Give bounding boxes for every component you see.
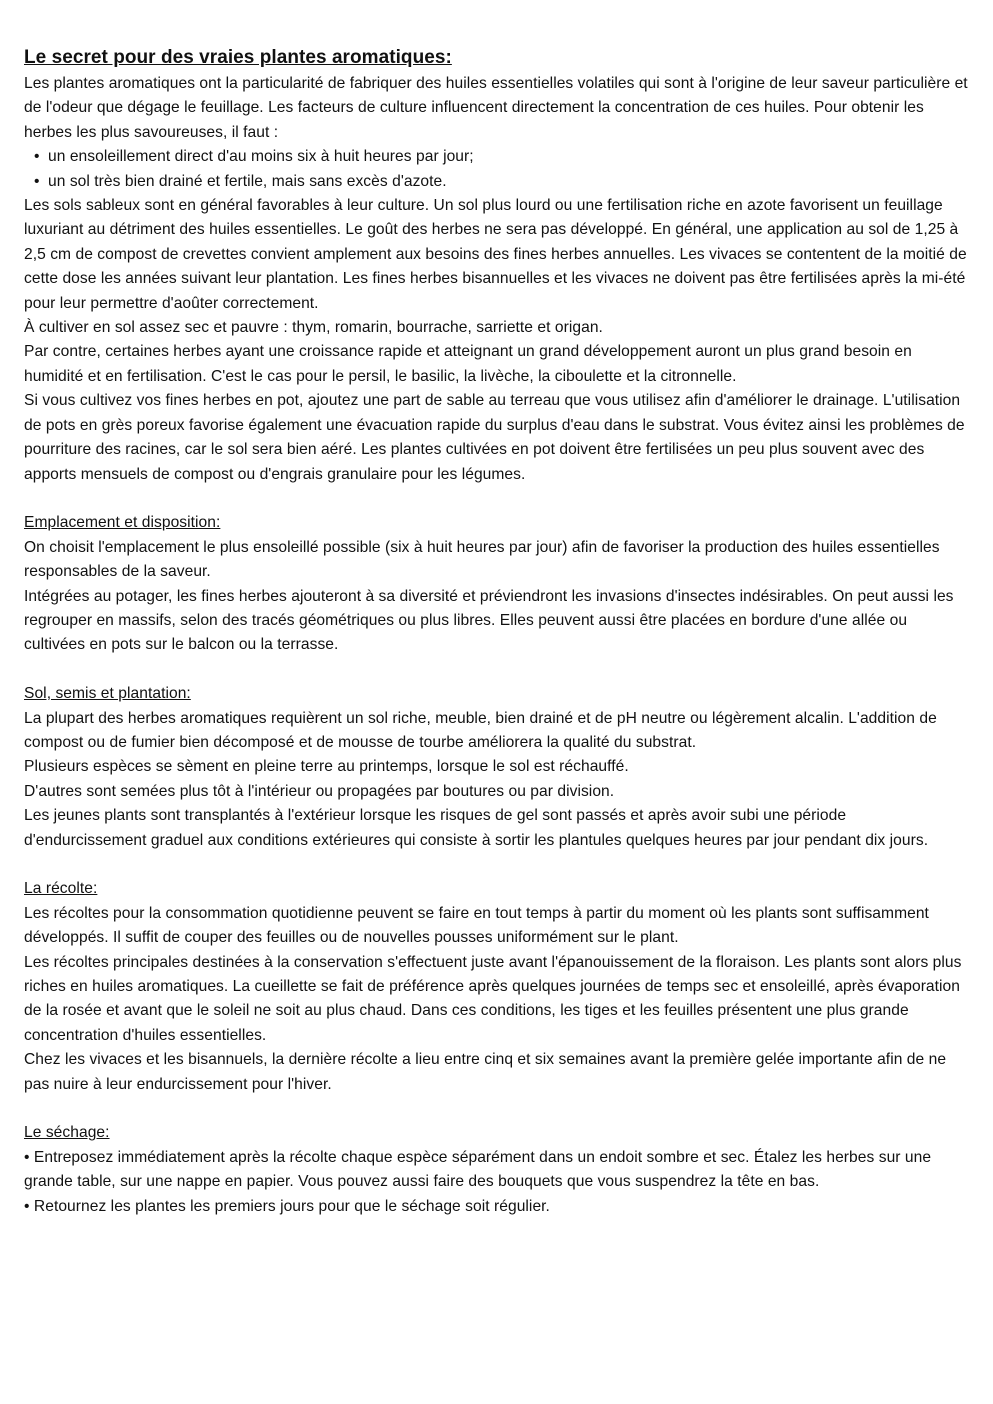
bullet-icon: • xyxy=(34,148,40,166)
section-heading-sol: Sol, semis et plantation: xyxy=(24,685,191,703)
intro-paragraph-5: Si vous cultivez vos fines herbes en pot, ajoutez une part de sable au terreau que vous utilisez afin d'améliorer le drainage. L'utilisation de pots en grès poreux favorise également une évacuation rapide du surplus d'eau dans le substrat. Vous évitez ainsi les problèmes de pourriture des racines, car le sol sera bien aéré. Les plantes cultivées en pot doivent être fertilisées un peu plus souvent avec des apports mensuels de compost ou d'engrais granulaire pour les légumes. xyxy=(24,392,965,483)
section-heading-sechage: Le séchage: xyxy=(24,1124,110,1142)
document-title: Le secret pour des vraies plantes aromatiques: xyxy=(24,47,452,68)
intro-paragraph-2: Les sols sableux sont en général favorables à leur culture. Un sol plus lourd ou une fertilisation riche en azote favorisent un feuillage luxuriant au détriment des huiles essentielles. Le goût des herbes ne sera pas développé. En général, une application au sol de 1,25 à 2,5 cm de compost de crevettes convient amplement aux besoins des fines herbes annuelles. Les vivaces se contentent de la moitié de cette dose les années suivant leur plantation. Les fines herbes bisannuelles et les vivaces ne doivent pas être fertilisées après la mi-été pour leur permettre d'aoûter correctement. xyxy=(24,197,967,312)
intro-paragraph-1: Les plantes aromatiques ont la particularité de fabriquer des huiles essentielles volatiles qui sont à l'origine de leur saveur particulière et de l'odeur que dégage le feuillage. Les facteurs de culture influencent directement la concentration de ces huiles. Pour obtenir les herbes les plus savoureuses, il faut : xyxy=(24,75,968,141)
document-page xyxy=(24,44,970,1219)
section-heading-emplacement: Emplacement et disposition: xyxy=(24,514,221,532)
sol-paragraph-3: D'autres sont semées plus tôt à l'intérieur ou propagées par boutures ou par division. xyxy=(24,782,615,800)
sol-paragraph-2: Plusieurs espèces se sèment en pleine terre au printemps, lorsque le sol est réchauffé. xyxy=(24,758,629,776)
intro-paragraph-4: Par contre, certaines herbes ayant une croissance rapide et atteignant un grand développement auront un plus grand besoin en humidité et en fertilisation. C'est le cas pour le persil, le basilic, la livèche, la ciboulette et la citronnelle. xyxy=(24,343,912,385)
recolte-paragraph-1: Les récoltes pour la consommation quotidienne peuvent se faire en tout temps à partir du moment où les plants sont suffisamment développés. Il suffit de couper des feuilles ou de nouvelles pousses uniformément sur le plant. xyxy=(24,904,929,947)
recolte-paragraph-3: Chez les vivaces et les bisannuels, la dernière récolte a lieu entre cinq et six semaines avant la première gelée importante afin de ne pas nuire à leur endurcissement pour l'hiver. xyxy=(24,1051,947,1093)
sechage-bullet-2 xyxy=(24,1195,970,1219)
emplacement-paragraph-1: On choisit l'emplacement le plus ensoleillé possible (six à huit heures par jour) afin de favoriser la production des huiles essentielles responsables de la saveur. xyxy=(24,538,940,581)
sechage-bullet-1-text: Entreposez immédiatement après la récolte chaque espèce séparément dans un endoit sombre et sec. Étalez les herbes sur une grande table, sur une nappe en papier. Vous pouvez aussi faire des bouquets que vous suspendrez la tête en bas. xyxy=(24,1148,932,1191)
sol-paragraph-1: La plupart des herbes aromatiques requièrent un sol riche, meuble, bien drainé et de pH neutre ou légèrement alcalin. L'addition de compost ou de fumier bien décomposé et de mousse de tourbe améliorera la qualité du substrat. xyxy=(24,709,937,751)
bullet-icon: • xyxy=(24,1197,30,1215)
intro-paragraph-3: À cultiver en sol assez sec et pauvre : thym, romarin, bourrache, sarriette et origan. xyxy=(24,319,603,337)
intro-bullet-2-text: un sol très bien drainé et fertile, mais sans excès d'azote. xyxy=(48,172,447,190)
sechage-bullet-2-text: Retournez les plantes les premiers jours pour que le séchage soit régulier. xyxy=(33,1197,550,1215)
sechage-bullet-1 xyxy=(24,1146,970,1195)
intro-bullet-1 xyxy=(24,145,970,169)
bullet-icon: • xyxy=(24,1148,30,1166)
recolte-paragraph-2: Les récoltes principales destinées à la conservation s'effectuent juste avant l'épanouissement de la floraison. Les plants sont alors plus riches en huiles aromatiques. La cueillette se fait de préférence après quelques journées de temps sec et ensoleillé, après évaporation de la rosée et avant que le soleil ne soit au plus chaud. Dans ces conditions, les tiges et les feuilles présentent une plus grande concentration d'huiles essentielles. xyxy=(24,953,962,1044)
intro-bullet-1-text: un ensoleillement direct d'au moins six à huit heures par jour; xyxy=(48,148,474,166)
bullet-icon: • xyxy=(34,172,40,190)
emplacement-paragraph-2: Intégrées au potager, les fines herbes ajouteront à sa diversité et préviendront les invasions d'insectes indésirables. On peut aussi les regrouper en massifs, selon des tracés géométriques ou plus libres. Elles peuvent aussi être placées en bordure d'une allée ou cultivées en pots sur le balcon ou la terrasse. xyxy=(24,587,954,654)
section-heading-recolte: La récolte: xyxy=(24,880,98,898)
intro-bullet-2 xyxy=(24,170,970,194)
sol-paragraph-4: Les jeunes plants sont transplantés à l'extérieur lorsque les risques de gel sont passés et après avoir subi une période d'endurcissement graduel aux conditions extérieures qui consiste à sortir les plantules quelques heures par jour pendant dix jours. xyxy=(24,807,929,849)
